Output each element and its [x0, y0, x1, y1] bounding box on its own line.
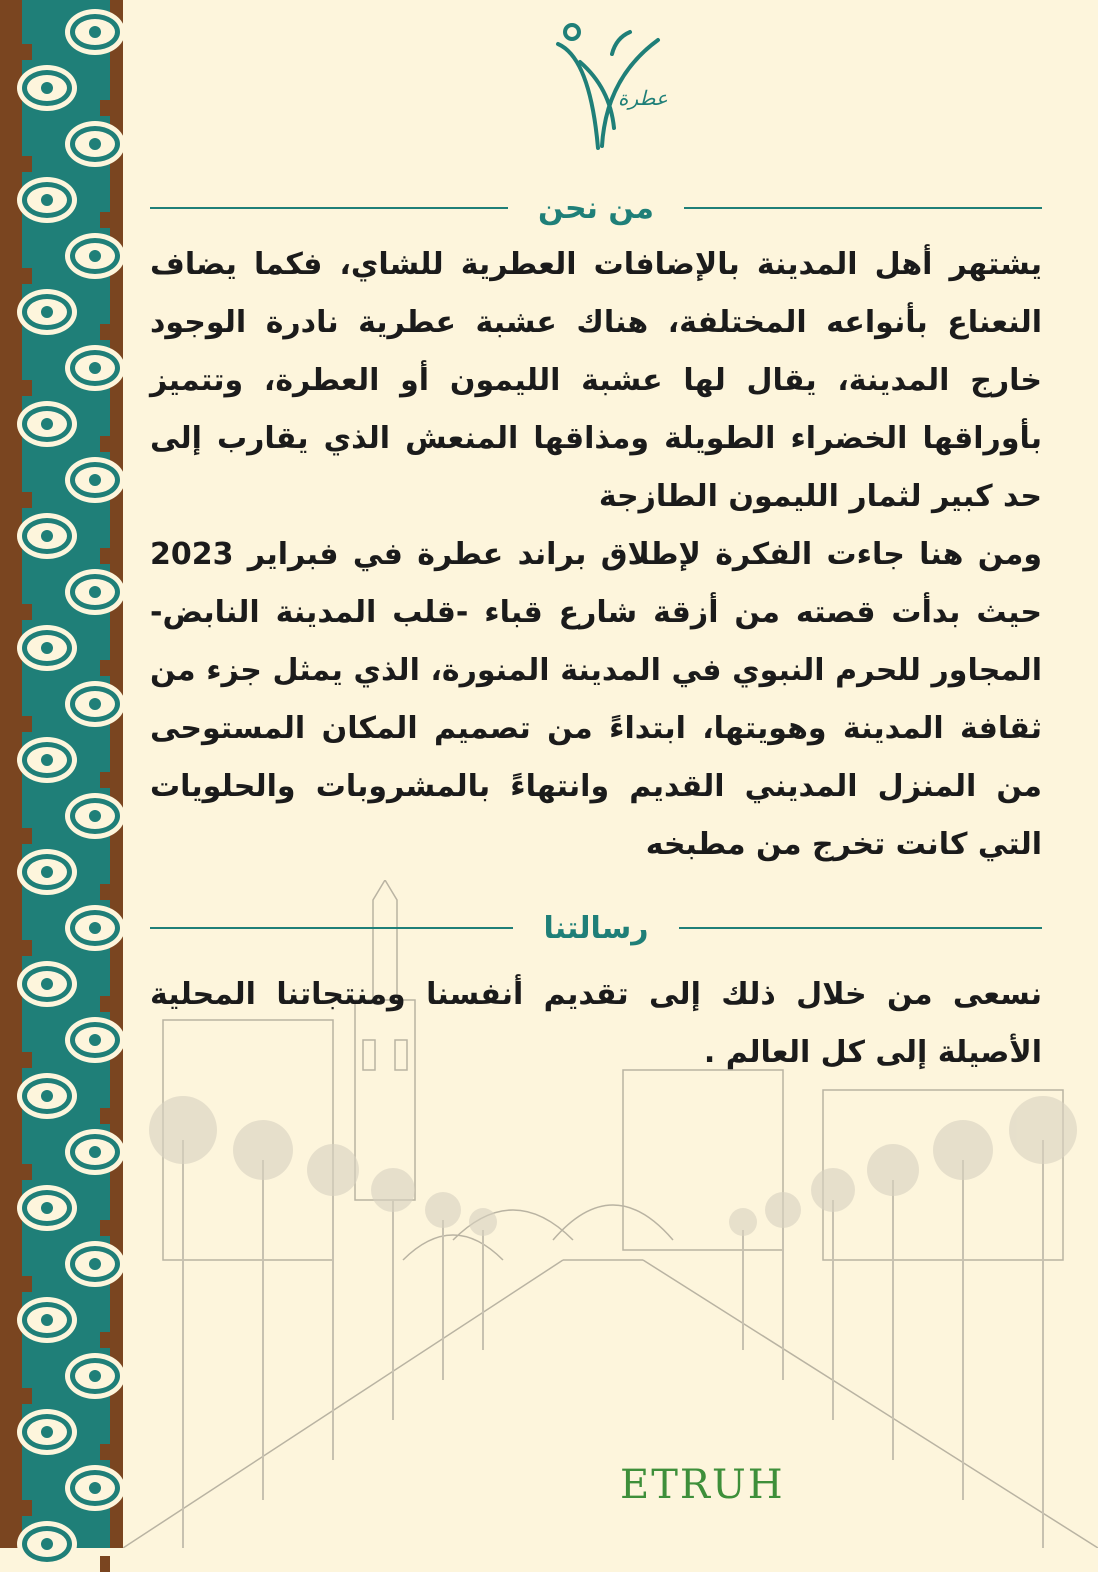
ornament-dot: [41, 530, 53, 542]
border-step: [22, 1164, 32, 1180]
border-ornament: [22, 1078, 72, 1114]
border-ornament: [22, 518, 72, 554]
ornament-dot: [41, 418, 53, 430]
ornament-dot: [41, 1314, 53, 1326]
border-ornament: [70, 1134, 120, 1170]
border-step: [100, 1332, 110, 1348]
ornament-dot: [89, 1258, 101, 1270]
border-ornament: [70, 686, 120, 722]
ornament-dot: [41, 82, 53, 94]
ornament-dot: [41, 978, 53, 990]
divider-line: [150, 927, 513, 929]
about-title: من نحن: [538, 190, 654, 226]
border-step: [100, 100, 110, 116]
border-ornament: [22, 966, 72, 1002]
border-ornament: [22, 70, 72, 106]
divider-line: [679, 927, 1042, 929]
border-step: [100, 1444, 110, 1460]
border-step: [22, 716, 32, 732]
border-step: [22, 828, 32, 844]
border-motifs: [22, 0, 110, 1548]
border-step: [22, 492, 32, 508]
ornament-dot: [41, 194, 53, 206]
border-step: [22, 604, 32, 620]
border-step: [22, 380, 32, 396]
ornament-dot: [89, 138, 101, 150]
ornament-dot: [89, 1370, 101, 1382]
about-section-header: [150, 188, 1042, 228]
border-step: [100, 1220, 110, 1236]
border-ornament: [70, 1022, 120, 1058]
ornament-dot: [89, 586, 101, 598]
border-step: [22, 1388, 32, 1404]
border-ornament: [22, 1526, 72, 1562]
border-ornament: [70, 574, 120, 610]
border-step: [100, 996, 110, 1012]
border-ornament: [22, 182, 72, 218]
ornament-dot: [41, 754, 53, 766]
border-ornament: [22, 854, 72, 890]
border-step: [22, 1500, 32, 1516]
ornament-dot: [89, 26, 101, 38]
ornament-dot: [41, 306, 53, 318]
mission-paragraph: نسعى من خلال ذلك إلى تقديم أنفسنا ومنتجاتنا المحلية الأصيلة إلى كل العالم .: [150, 977, 1042, 1070]
border-ornament: [70, 798, 120, 834]
border-ornament: [70, 238, 120, 274]
border-step: [100, 1556, 110, 1572]
border-ornament: [70, 1470, 120, 1506]
border-ornament: [70, 910, 120, 946]
border-ornament: [70, 126, 120, 162]
border-ornament: [70, 1246, 120, 1282]
border-step: [100, 548, 110, 564]
border-step: [22, 156, 32, 172]
border-ornament: [22, 406, 72, 442]
border-step: [100, 772, 110, 788]
ornament-dot: [41, 1202, 53, 1214]
ornament-dot: [89, 922, 101, 934]
border-step: [100, 1108, 110, 1124]
logo-wordmark: عطرة: [618, 86, 668, 110]
border-step: [22, 1052, 32, 1068]
border-ornament: [70, 462, 120, 498]
ornament-dot: [89, 1146, 101, 1158]
brand-name: ETRUH: [620, 1462, 785, 1508]
divider-line: [150, 207, 508, 209]
about-paragraph-1: يشتهر أهل المدينة بالإضافات العطرية للشاي، فكما يضاف النعناع بأنواعه المختلفة، هناك عشبة عطرية نادرة الوجود خارج المدينة، يقال لها عشبة الليمون أو العطرة، وتتميز بأوراقها الخضراء الطويلة ومذاقها المنعش الذي يقارب إلى حد كبير لثمار الليمون الطازجة: [150, 247, 1042, 514]
ornament-dot: [89, 250, 101, 262]
border-ornament: [22, 294, 72, 330]
ornament-dot: [41, 866, 53, 878]
border-ornament: [70, 14, 120, 50]
border-ornament: [22, 630, 72, 666]
border-step: [22, 44, 32, 60]
border-step: [22, 940, 32, 956]
border-ornament: [22, 742, 72, 778]
border-step: [100, 436, 110, 452]
border-step: [100, 660, 110, 676]
mission-section-header: [150, 908, 1042, 948]
border-step: [100, 212, 110, 228]
about-paragraph-2: ومن هنا جاءت الفكرة لإطلاق براند عطرة في فبراير 2023 حيث بدأت قصته من أزقة شارع قباء -قلب المدينة النابض- المجاور للحرم النبوي في المدينة المنورة، الذي يمثل جزء من ثقافة المدينة وهويتها، ابتداءً من تصميم المكان المستوحى من المنزل المديني القديم وانتهاءً بالمشروبات والحلويات التي كانت تخرج من مطبخه: [150, 537, 1042, 862]
ornament-dot: [89, 810, 101, 822]
ornament-dot: [89, 362, 101, 374]
border-step: [100, 884, 110, 900]
mission-title: رسالتنا: [543, 910, 649, 946]
ornament-dot: [41, 642, 53, 654]
ornament-dot: [41, 1090, 53, 1102]
border-ornament: [22, 1190, 72, 1226]
ornament-dot: [89, 698, 101, 710]
ornament-dot: [89, 474, 101, 486]
border-step: [22, 268, 32, 284]
border-ornament: [22, 1414, 72, 1450]
border-ornament: [22, 1302, 72, 1338]
ornament-dot: [41, 1538, 53, 1550]
ornament-dot: [41, 1426, 53, 1438]
border-ornament: [70, 1358, 120, 1394]
main-content: [150, 0, 1042, 1548]
ornament-dot: [89, 1034, 101, 1046]
divider-line: [684, 207, 1042, 209]
border-step: [22, 1276, 32, 1292]
ornament-dot: [89, 1482, 101, 1494]
border-step: [100, 324, 110, 340]
border-ornament: [70, 350, 120, 386]
brand-logo: [550, 18, 670, 153]
